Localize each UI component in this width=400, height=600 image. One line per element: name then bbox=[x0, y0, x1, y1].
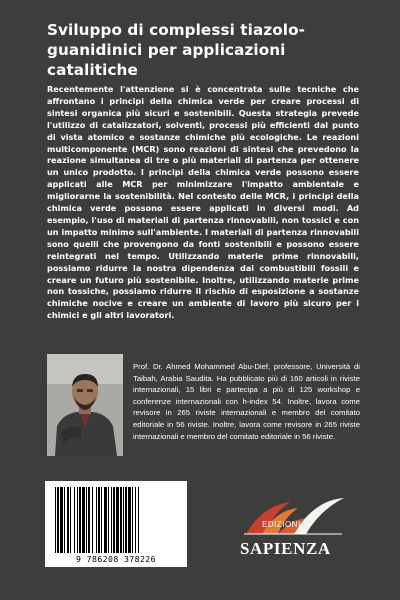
isbn-barcode bbox=[45, 481, 187, 567]
author-bio: Prof. Dr. Ahmed Mohammed Abu-Dief, professore, Università di Taibah, Arabia Saudita. Ha pubblicato più di 160 articoli in riviste internazionali, 15 libri e partecipa a più di 125 workshop e conferenze internazionali con h-index 54. Inoltre, lavora come revisore in 265 riviste internazionali e membro del comitato editoriale in 56 riviste. Inoltre, lavora come revisore in 265 riviste internazionali e membro del comitato editoriale in 56 riviste. bbox=[133, 362, 360, 441]
book-emblem-icon bbox=[232, 496, 352, 536]
barcode-bars bbox=[45, 485, 187, 557]
publisher-name: SAPIENZA bbox=[240, 539, 331, 558]
title-line-1: Sviluppo di complessi tiazolo- bbox=[47, 21, 306, 39]
title-line-2: guanidinici per applicazioni bbox=[47, 41, 286, 59]
author-portrait-image bbox=[47, 354, 123, 456]
publisher-edizioni-label: EDIZIONI bbox=[262, 520, 301, 529]
book-title bbox=[47, 20, 377, 80]
book-abstract: Recentemente l'attenzione si è concentrata sulle tecniche che affrontano i principi della chimica verde per creare processi di sintesi organica più sicuri e sostenibili. Questa strategia prevede l'utilizzo di catalizzatori, solventi, processi più efficienti dal punto di vista atomico e sostanze chimiche più ecologiche. Le reazioni multicomponente (MCR) sono reazioni di sintesi che prevedono la reazione simultanea di tre o più materiali di partenza per ottenere un unico prodotto. I principi della chimica verde possono essere applicati alle MCR per minimizzare l'impatto ambientale e migliorarne la sostenibilità. Nel contesto delle MCR, i principi della chimica verde possono essere applicati in diversi modi. Ad esempio, l'uso di materiali di partenza rinnovabili, non tossici e con un impatto minimo sull'ambiente. I materiali di partenza rinnovabili sono quelli che provengono da fonti sostenibili e possono essere reintegrati nel tempo. Utilizzando materie prime rinnovabili, possiamo ridurre la nostra dipendenza dai combustibili fossili e creare un futuro più sostenibile. Inoltre, utilizzando materie prime non tossiche, possiamo ridurre il rischio di esposizione a sostanze chimiche nocive e creare un ambiente di lavoro più sicuro per i chimici e gli altri lavoratori. bbox=[47, 84, 359, 321]
title-line-3: catalitiche bbox=[47, 61, 138, 79]
isbn-number: 9 786208 378226 bbox=[76, 554, 156, 564]
author-photo bbox=[47, 354, 123, 456]
publisher-logo bbox=[232, 496, 352, 574]
